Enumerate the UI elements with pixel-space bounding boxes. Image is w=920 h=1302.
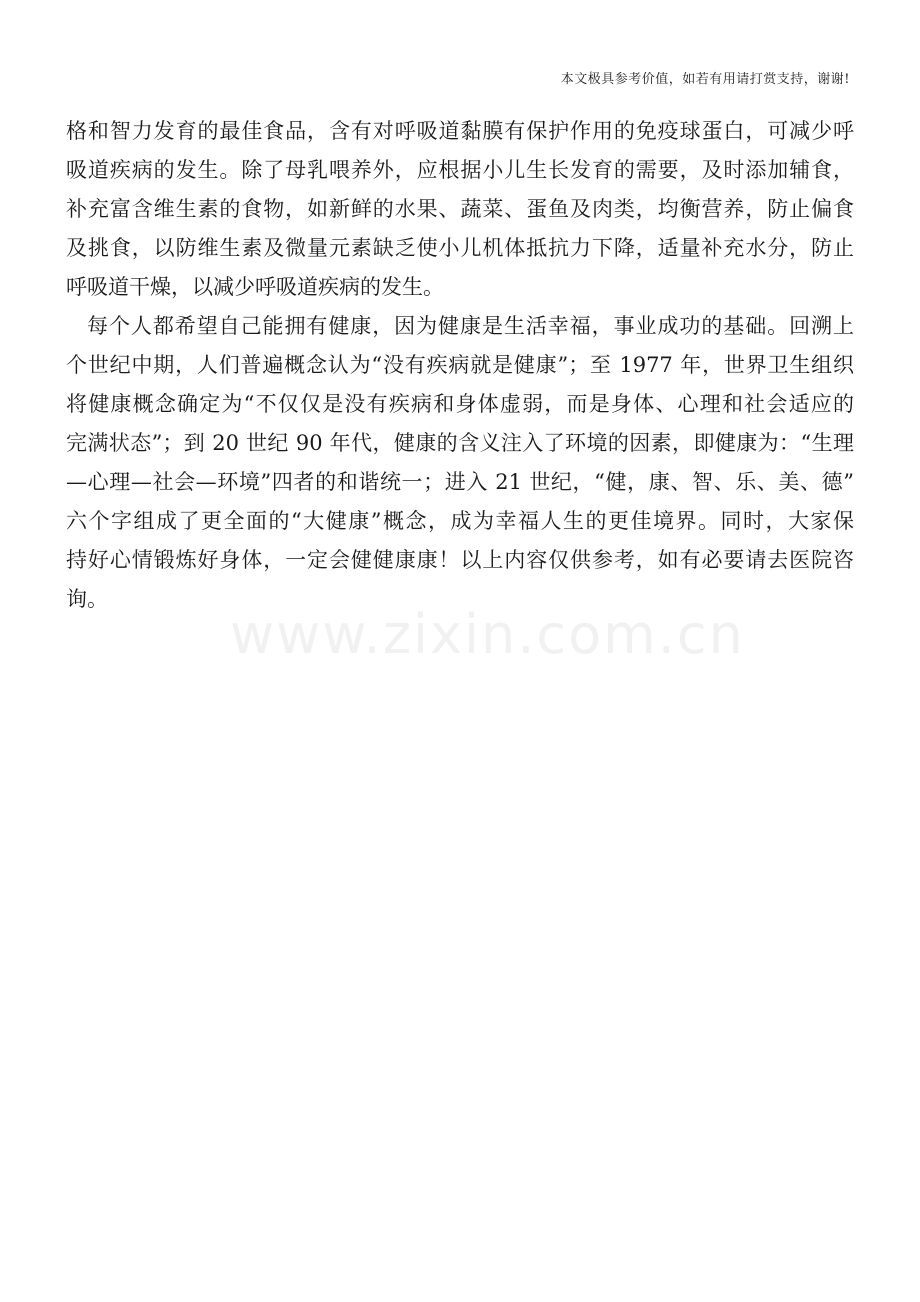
text-line: 持好心情锻炼好身体，一定会健健康康！以上内容仅供参考，如有必要请去医院咨 (66, 548, 854, 572)
paragraph-2 (66, 307, 854, 619)
paragraph-1 (66, 112, 854, 307)
text-line: 吸道疾病的发生。除了母乳喂养外，应根据小儿生长发育的需要，及时添加辅食， (66, 158, 854, 182)
text-line: 及挑食，以防维生素及微量元素缺乏使小儿机体抵抗力下降，适量补充水分，防止 (66, 236, 854, 260)
header-note: 本文极具参考价值，如若有用请打赏支持，谢谢! (560, 72, 850, 87)
watermark: www.zixin.com.cn (230, 603, 745, 666)
text-line: 每个人都希望自己能拥有健康，因为健康是生活幸福，事业成功的基础。回溯上 (87, 314, 854, 338)
document-body (66, 112, 854, 619)
text-line: 将健康概念确定为“不仅仅是没有疾病和身体虚弱，而是身体、心理和社会适应的 (66, 392, 854, 416)
text-line: 完满状态”；到 20 世纪 90 年代，健康的含义注入了环境的因素，即健康为：“生理 (66, 431, 854, 455)
text-line: 个世纪中期，人们普遍概念认为“没有疾病就是健康”；至 1977 年，世界卫生组织 (66, 353, 854, 377)
text-line: 格和智力发育的最佳食品，含有对呼吸道黏膜有保护作用的免疫球蛋白，可减少呼 (66, 119, 854, 143)
text-line: 询。 (66, 587, 108, 611)
text-line: 补充富含维生素的食物，如新鲜的水果、蔬菜、蛋鱼及肉类，均衡营养，防止偏食 (66, 197, 854, 221)
text-line: 六个字组成了更全面的“大健康”概念，成为幸福人生的更佳境界。同时，大家保 (66, 509, 854, 533)
text-line: 呼吸道干燥，以减少呼吸道疾病的发生。 (66, 275, 444, 299)
text-line: —心理—社会—环境”四者的和谐统一；进入 21 世纪，“健，康、智、乐、美、德” (66, 470, 854, 494)
